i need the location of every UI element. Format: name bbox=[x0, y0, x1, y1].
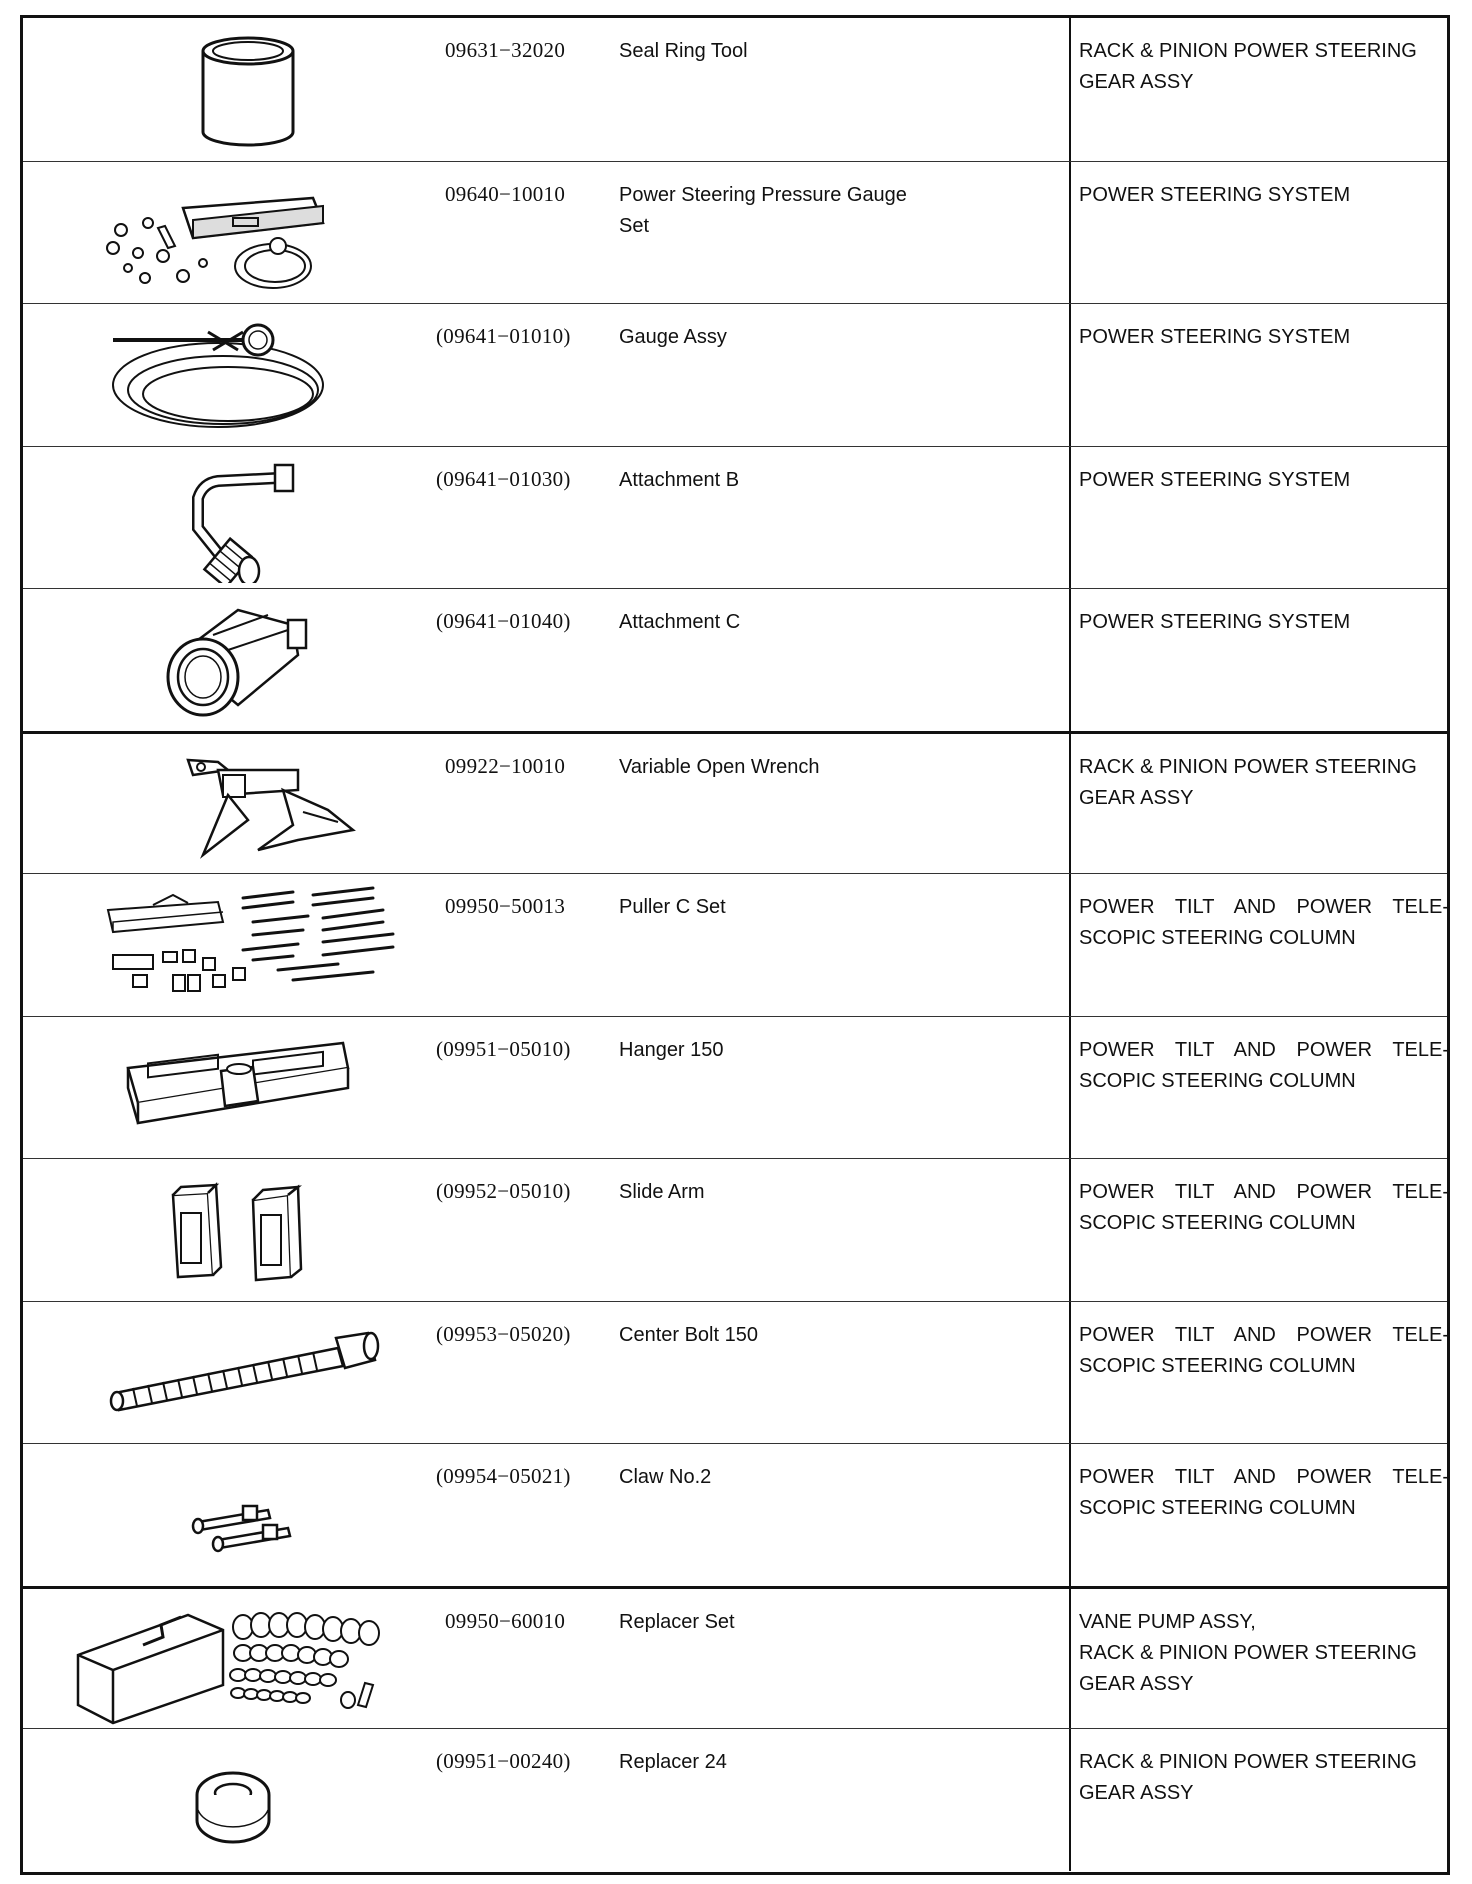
usage: VANE PUMP ASSY, RACK & PINION POWER STEERING GEAR ASSY bbox=[1079, 1610, 1417, 1695]
usage: RACK & PINION POWER STEERING GEAR ASSY bbox=[1079, 1751, 1417, 1804]
part-number: (09952−05010) bbox=[436, 1179, 571, 1203]
special-tools-table bbox=[20, 15, 1450, 1875]
hanger-150-icon bbox=[53, 1023, 433, 1153]
part-number: (09954−05021) bbox=[436, 1464, 571, 1488]
part-name: Seal Ring Tool bbox=[619, 40, 748, 62]
gauge-assy-icon bbox=[53, 310, 433, 440]
part-number: (09951−05010) bbox=[436, 1036, 571, 1061]
part-name: Gauge Assy bbox=[619, 326, 727, 348]
attachment-c-icon bbox=[53, 595, 433, 725]
table-row bbox=[23, 303, 1447, 446]
part-number: 09631−32020 bbox=[445, 38, 566, 62]
table-row bbox=[23, 873, 1447, 1016]
part-name: Hanger 150 bbox=[619, 1038, 724, 1061]
part-name: Slide Arm bbox=[619, 1181, 705, 1203]
usage: POWER TILT AND POWER TELE- SCOPIC STEERING COLUMN bbox=[1079, 1181, 1449, 1234]
replacer-set-icon bbox=[53, 1595, 433, 1725]
replacer-24-icon bbox=[53, 1735, 433, 1865]
slide-arm-icon bbox=[53, 1165, 433, 1295]
usage: POWER TILT AND POWER TELE- SCOPIC STEERING COLUMN bbox=[1079, 1323, 1449, 1377]
table-row bbox=[23, 446, 1447, 589]
usage: POWER STEERING SYSTEM bbox=[1079, 183, 1351, 206]
puller-c-set-icon bbox=[53, 880, 433, 1010]
table-row bbox=[23, 1158, 1447, 1301]
table-row bbox=[23, 1443, 1447, 1586]
part-name: Center Bolt 150 bbox=[619, 1323, 758, 1346]
part-number: 09640−10010 bbox=[445, 181, 566, 206]
claw-no2-icon bbox=[53, 1450, 433, 1580]
pressure-gauge-set-icon bbox=[53, 168, 433, 298]
variable-open-wrench-icon bbox=[53, 740, 433, 870]
table-row bbox=[23, 161, 1447, 304]
part-name: Variable Open Wrench bbox=[619, 755, 820, 778]
usage: POWER TILT AND POWER TELE- SCOPIC STEERING COLUMN bbox=[1079, 1466, 1449, 1519]
table-row bbox=[23, 1728, 1447, 1871]
table-row bbox=[23, 1301, 1447, 1444]
table-row bbox=[23, 731, 1447, 874]
part-number: (09641−01040) bbox=[436, 609, 571, 633]
usage: POWER STEERING SYSTEM bbox=[1079, 468, 1351, 491]
part-number: (09953−05020) bbox=[436, 1321, 571, 1346]
part-name: Puller C Set bbox=[619, 896, 726, 918]
part-name: Replacer Set bbox=[619, 1610, 735, 1633]
center-bolt-icon bbox=[53, 1308, 433, 1438]
part-name: Replacer 24 bbox=[619, 1751, 727, 1773]
part-number: (09951−00240) bbox=[436, 1749, 571, 1773]
part-number: 09950−60010 bbox=[445, 1608, 566, 1633]
table-row bbox=[23, 18, 1447, 161]
table-row bbox=[23, 1586, 1447, 1729]
part-number: 09922−10010 bbox=[445, 753, 566, 778]
part-name: Attachment B bbox=[619, 468, 740, 491]
part-number: (09641−01030) bbox=[436, 466, 571, 491]
seal-ring-tool-icon bbox=[53, 24, 433, 154]
usage: RACK & PINION POWER STEERING GEAR ASSY bbox=[1079, 40, 1417, 93]
usage: POWER TILT AND POWER TELE- SCOPIC STEERING COLUMN bbox=[1079, 1038, 1449, 1092]
usage: RACK & PINION POWER STEERING GEAR ASSY bbox=[1079, 755, 1417, 809]
part-name: Attachment C bbox=[619, 611, 741, 633]
usage: POWER TILT AND POWER TELE- SCOPIC STEERING COLUMN bbox=[1079, 896, 1449, 949]
part-number: (09641−01010) bbox=[436, 324, 571, 348]
usage: POWER STEERING SYSTEM bbox=[1079, 611, 1351, 633]
table-row bbox=[23, 1016, 1447, 1159]
usage: POWER STEERING SYSTEM bbox=[1079, 326, 1351, 348]
part-number: 09950−50013 bbox=[445, 894, 566, 918]
table-row bbox=[23, 588, 1447, 731]
part-name: Power Steering Pressure Gauge Set bbox=[619, 183, 907, 237]
attachment-b-icon bbox=[53, 453, 433, 583]
part-name: Claw No.2 bbox=[619, 1466, 712, 1488]
